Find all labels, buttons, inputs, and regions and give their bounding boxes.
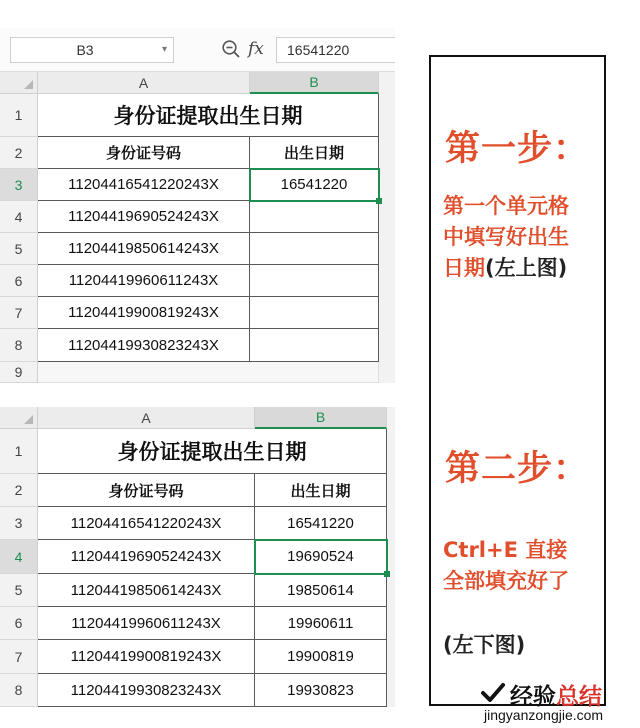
formula-input[interactable]	[276, 37, 395, 63]
date-cell[interactable]	[250, 297, 379, 329]
header-cell-date[interactable]: 出生日期	[255, 474, 387, 507]
step1-line2: 中填写好出生	[443, 225, 569, 249]
row-header-6[interactable]: 6	[0, 265, 38, 297]
row-header-6[interactable]: 6	[0, 607, 38, 640]
id-cell[interactable]: 11204419900819243X	[38, 297, 250, 329]
date-cell[interactable]: 16541220	[250, 169, 379, 201]
date-cell[interactable]	[250, 233, 379, 265]
step1-line3-date: 日期	[443, 256, 485, 280]
date-cell[interactable]: 19900819	[255, 640, 387, 674]
date-cell[interactable]	[250, 201, 379, 233]
column-header-a[interactable]: A	[38, 407, 255, 429]
empty-row[interactable]	[38, 362, 379, 383]
name-box[interactable]	[10, 37, 174, 63]
step1-line3-note: (左上图)	[485, 256, 568, 280]
row-header-1[interactable]: 1	[0, 94, 38, 137]
top-spreadsheet	[0, 28, 395, 383]
row-header-4[interactable]: 4	[0, 540, 38, 574]
id-cell[interactable]: 11204419690524243X	[38, 540, 255, 574]
watermark-url: jingyanzongjie.com	[484, 707, 604, 723]
title-cell[interactable]: 身份证提取出生日期	[38, 94, 379, 137]
row-header-7[interactable]: 7	[0, 297, 38, 329]
column-header-a[interactable]: A	[38, 72, 250, 94]
row-header-3[interactable]: 3	[0, 169, 38, 201]
watermark-logo-b: 总结	[556, 684, 602, 710]
row-header-5[interactable]: 5	[0, 574, 38, 607]
date-cell[interactable]: 19960611	[255, 607, 387, 640]
date-cell[interactable]: 16541220	[255, 507, 387, 540]
check-icon	[480, 682, 506, 704]
step2-line2: 全部填充好了	[443, 569, 569, 593]
column-header-b[interactable]: B	[255, 407, 387, 429]
chevron-down-icon[interactable]: ▾	[161, 44, 167, 55]
id-cell[interactable]: 11204419930823243X	[38, 329, 250, 362]
title-cell[interactable]: 身份证提取出生日期	[38, 429, 387, 474]
date-cell[interactable]: 19930823	[255, 674, 387, 707]
step1-title: 第一步：	[445, 129, 590, 169]
id-cell[interactable]: 11204416541220243X	[38, 169, 250, 201]
row-header-7[interactable]: 7	[0, 640, 38, 674]
header-cell-date[interactable]: 出生日期	[250, 137, 379, 169]
row-header-5[interactable]: 5	[0, 233, 38, 265]
id-cell[interactable]: 11204419960611243X	[38, 265, 250, 297]
date-cell[interactable]: 19850614	[255, 574, 387, 607]
row-header-8[interactable]: 8	[0, 329, 38, 362]
row-header-1[interactable]: 1	[0, 429, 38, 474]
row-header-2[interactable]: 2	[0, 137, 38, 169]
row-header-9[interactable]: 9	[0, 362, 38, 383]
magnifier-minus-icon[interactable]	[221, 39, 241, 59]
id-cell[interactable]: 11204419930823243X	[38, 674, 255, 707]
date-cell[interactable]: 19690524	[255, 540, 387, 574]
instructions-panel	[429, 55, 606, 706]
watermark	[480, 678, 640, 726]
date-cell[interactable]	[250, 265, 379, 297]
step2-note: (左下图)	[443, 633, 526, 657]
select-all-corner[interactable]	[0, 72, 38, 94]
step1-line3	[443, 253, 567, 284]
step1-line1: 第一个单元格	[443, 194, 569, 218]
id-cell[interactable]: 11204419960611243X	[38, 607, 255, 640]
id-cell[interactable]: 11204419850614243X	[38, 233, 250, 265]
id-cell[interactable]: 11204419900819243X	[38, 640, 255, 674]
row-header-3[interactable]: 3	[0, 507, 38, 540]
row-header-2[interactable]: 2	[0, 474, 38, 507]
header-cell-id[interactable]: 身份证号码	[38, 474, 255, 507]
column-header-b[interactable]: B	[250, 72, 379, 94]
watermark-logo-a: 经验	[510, 684, 556, 710]
id-cell[interactable]: 11204419850614243X	[38, 574, 255, 607]
row-header-4[interactable]: 4	[0, 201, 38, 233]
formula-value: 16541220	[287, 42, 350, 58]
id-cell[interactable]: 11204419690524243X	[38, 201, 250, 233]
step2-title: 第二步：	[445, 449, 590, 489]
bottom-spreadsheet	[0, 407, 395, 707]
name-box-value: B3	[76, 42, 94, 58]
header-cell-id[interactable]: 身份证号码	[38, 137, 250, 169]
row-header-8[interactable]: 8	[0, 674, 38, 707]
function-icon[interactable]: fx	[248, 39, 264, 59]
formula-bar	[0, 28, 395, 72]
id-cell[interactable]: 11204416541220243X	[38, 507, 255, 540]
date-cell[interactable]	[250, 329, 379, 362]
select-all-corner[interactable]	[0, 407, 38, 429]
step2-line1: Ctrl+E 直接	[443, 538, 568, 562]
